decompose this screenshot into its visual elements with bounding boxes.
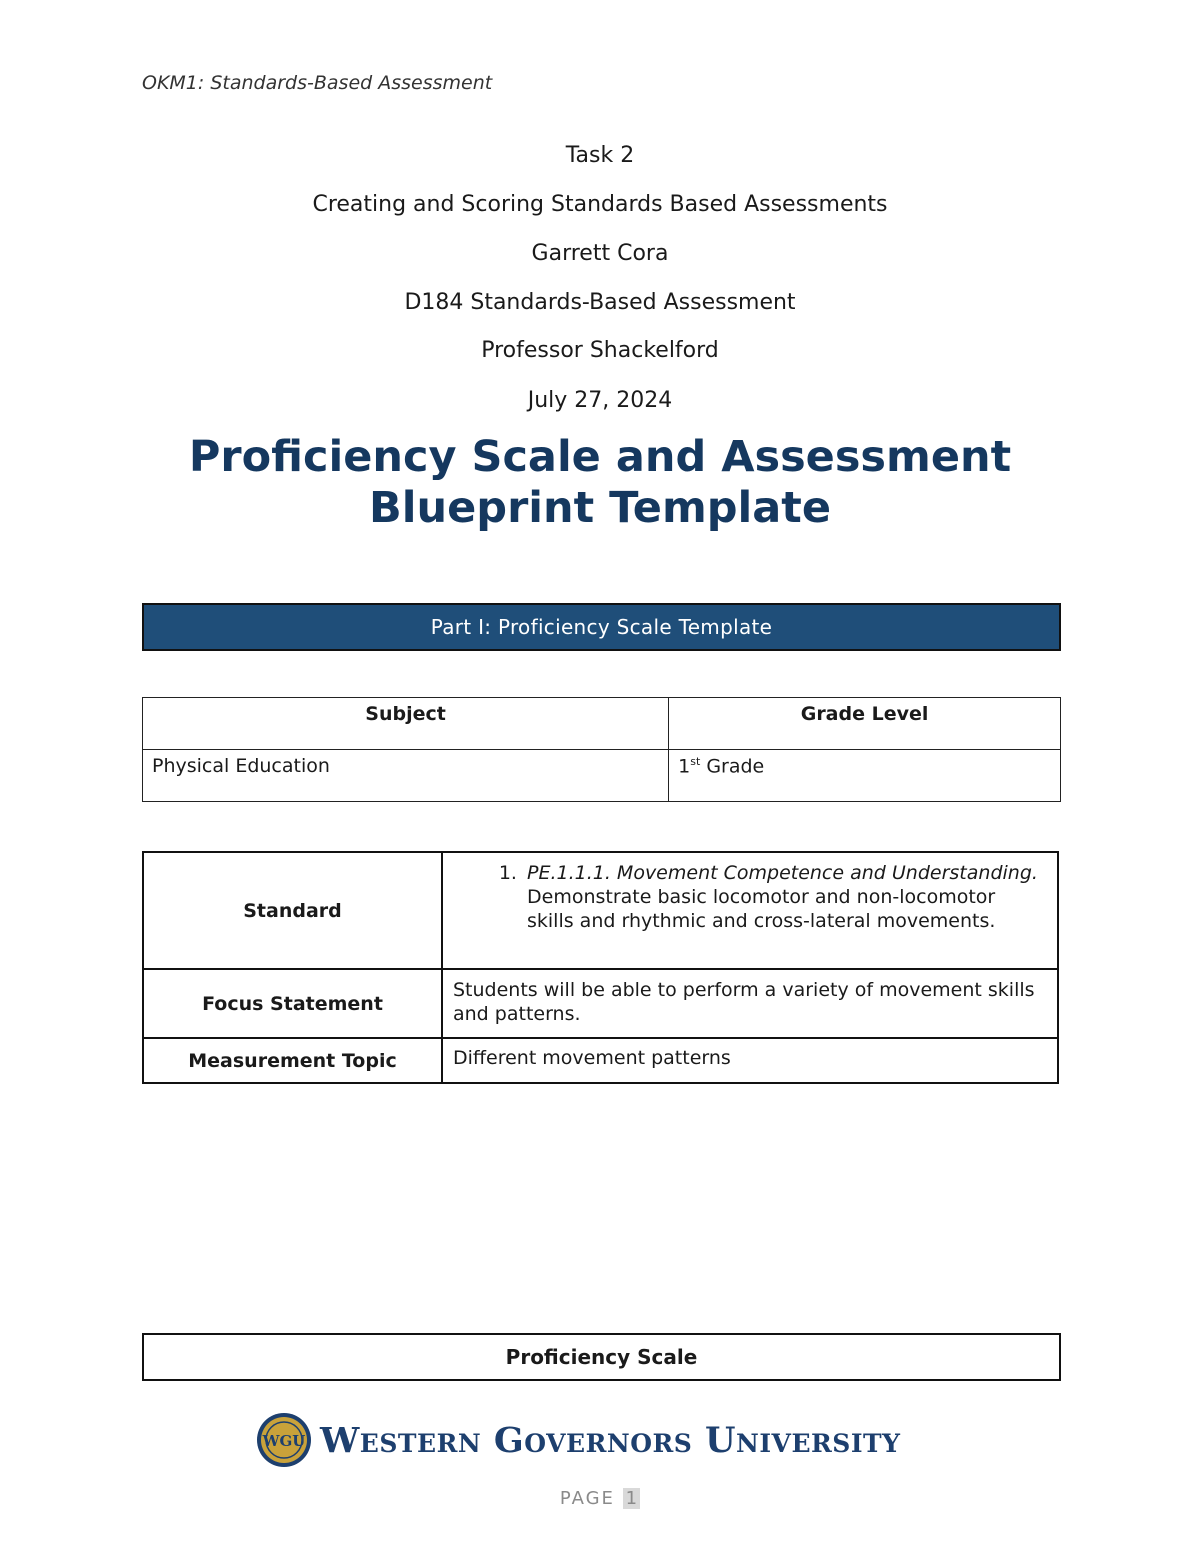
proficiency-scale-heading: Proficiency Scale <box>142 1333 1061 1381</box>
grade-number: 1 <box>678 755 691 778</box>
wgu-seal-text: WGU <box>262 1432 306 1450</box>
cover-author: Garrett Cora <box>531 241 669 266</box>
wgu-seal-icon <box>256 1412 312 1468</box>
cover-professor: Professor Shackelford <box>481 338 719 363</box>
focus-statement-label: Focus Statement <box>143 969 442 1038</box>
grade-suffix: st <box>690 755 701 768</box>
subject-grade-table <box>142 697 1061 802</box>
grade-level-header: Grade Level <box>669 698 1061 750</box>
running-header: OKM1: Standards-Based Assessment <box>142 72 493 94</box>
focus-statement-value: Students will be able to perform a variety of movement skills and patterns. <box>442 969 1058 1038</box>
standard-code: PE.1.1.1. Movement Competence and Understanding. <box>527 862 1038 884</box>
cover-task: Task 2 <box>565 143 635 168</box>
standard-table <box>142 851 1059 1084</box>
page-title <box>0 432 1200 534</box>
cover-title: Creating and Scoring Standards Based Assessments <box>312 192 888 217</box>
page-label: PAGE <box>559 1488 615 1509</box>
subject-header: Subject <box>143 698 669 750</box>
subject-value: Physical Education <box>143 750 669 802</box>
standard-label: Standard <box>143 852 442 969</box>
part-1-banner: Part I: Proficiency Scale Template <box>142 603 1061 651</box>
wgu-wordmark: Western Governors University <box>320 1419 901 1461</box>
page-title-line-1: Proficiency Scale and Assessment <box>188 432 1012 482</box>
standard-list <box>453 861 1047 933</box>
cover-date: July 27, 2024 <box>527 388 673 413</box>
page-number-value: 1 <box>623 1488 640 1509</box>
page-title-line-2: Blueprint Template <box>369 483 831 533</box>
standard-value <box>442 852 1058 969</box>
grade-level-value <box>669 750 1061 802</box>
page-number <box>0 1488 1200 1509</box>
measurement-topic-label: Measurement Topic <box>143 1038 442 1083</box>
wgu-logo <box>256 1412 900 1468</box>
standard-description: Demonstrate basic locomotor and non-locomotor skills and rhythmic and cross-lateral movements. <box>527 886 996 932</box>
grade-word: Grade <box>706 755 765 778</box>
cover-course: D184 Standards-Based Assessment <box>404 290 796 315</box>
measurement-topic-value: Different movement patterns <box>442 1038 1058 1083</box>
standard-list-item <box>523 861 1047 933</box>
